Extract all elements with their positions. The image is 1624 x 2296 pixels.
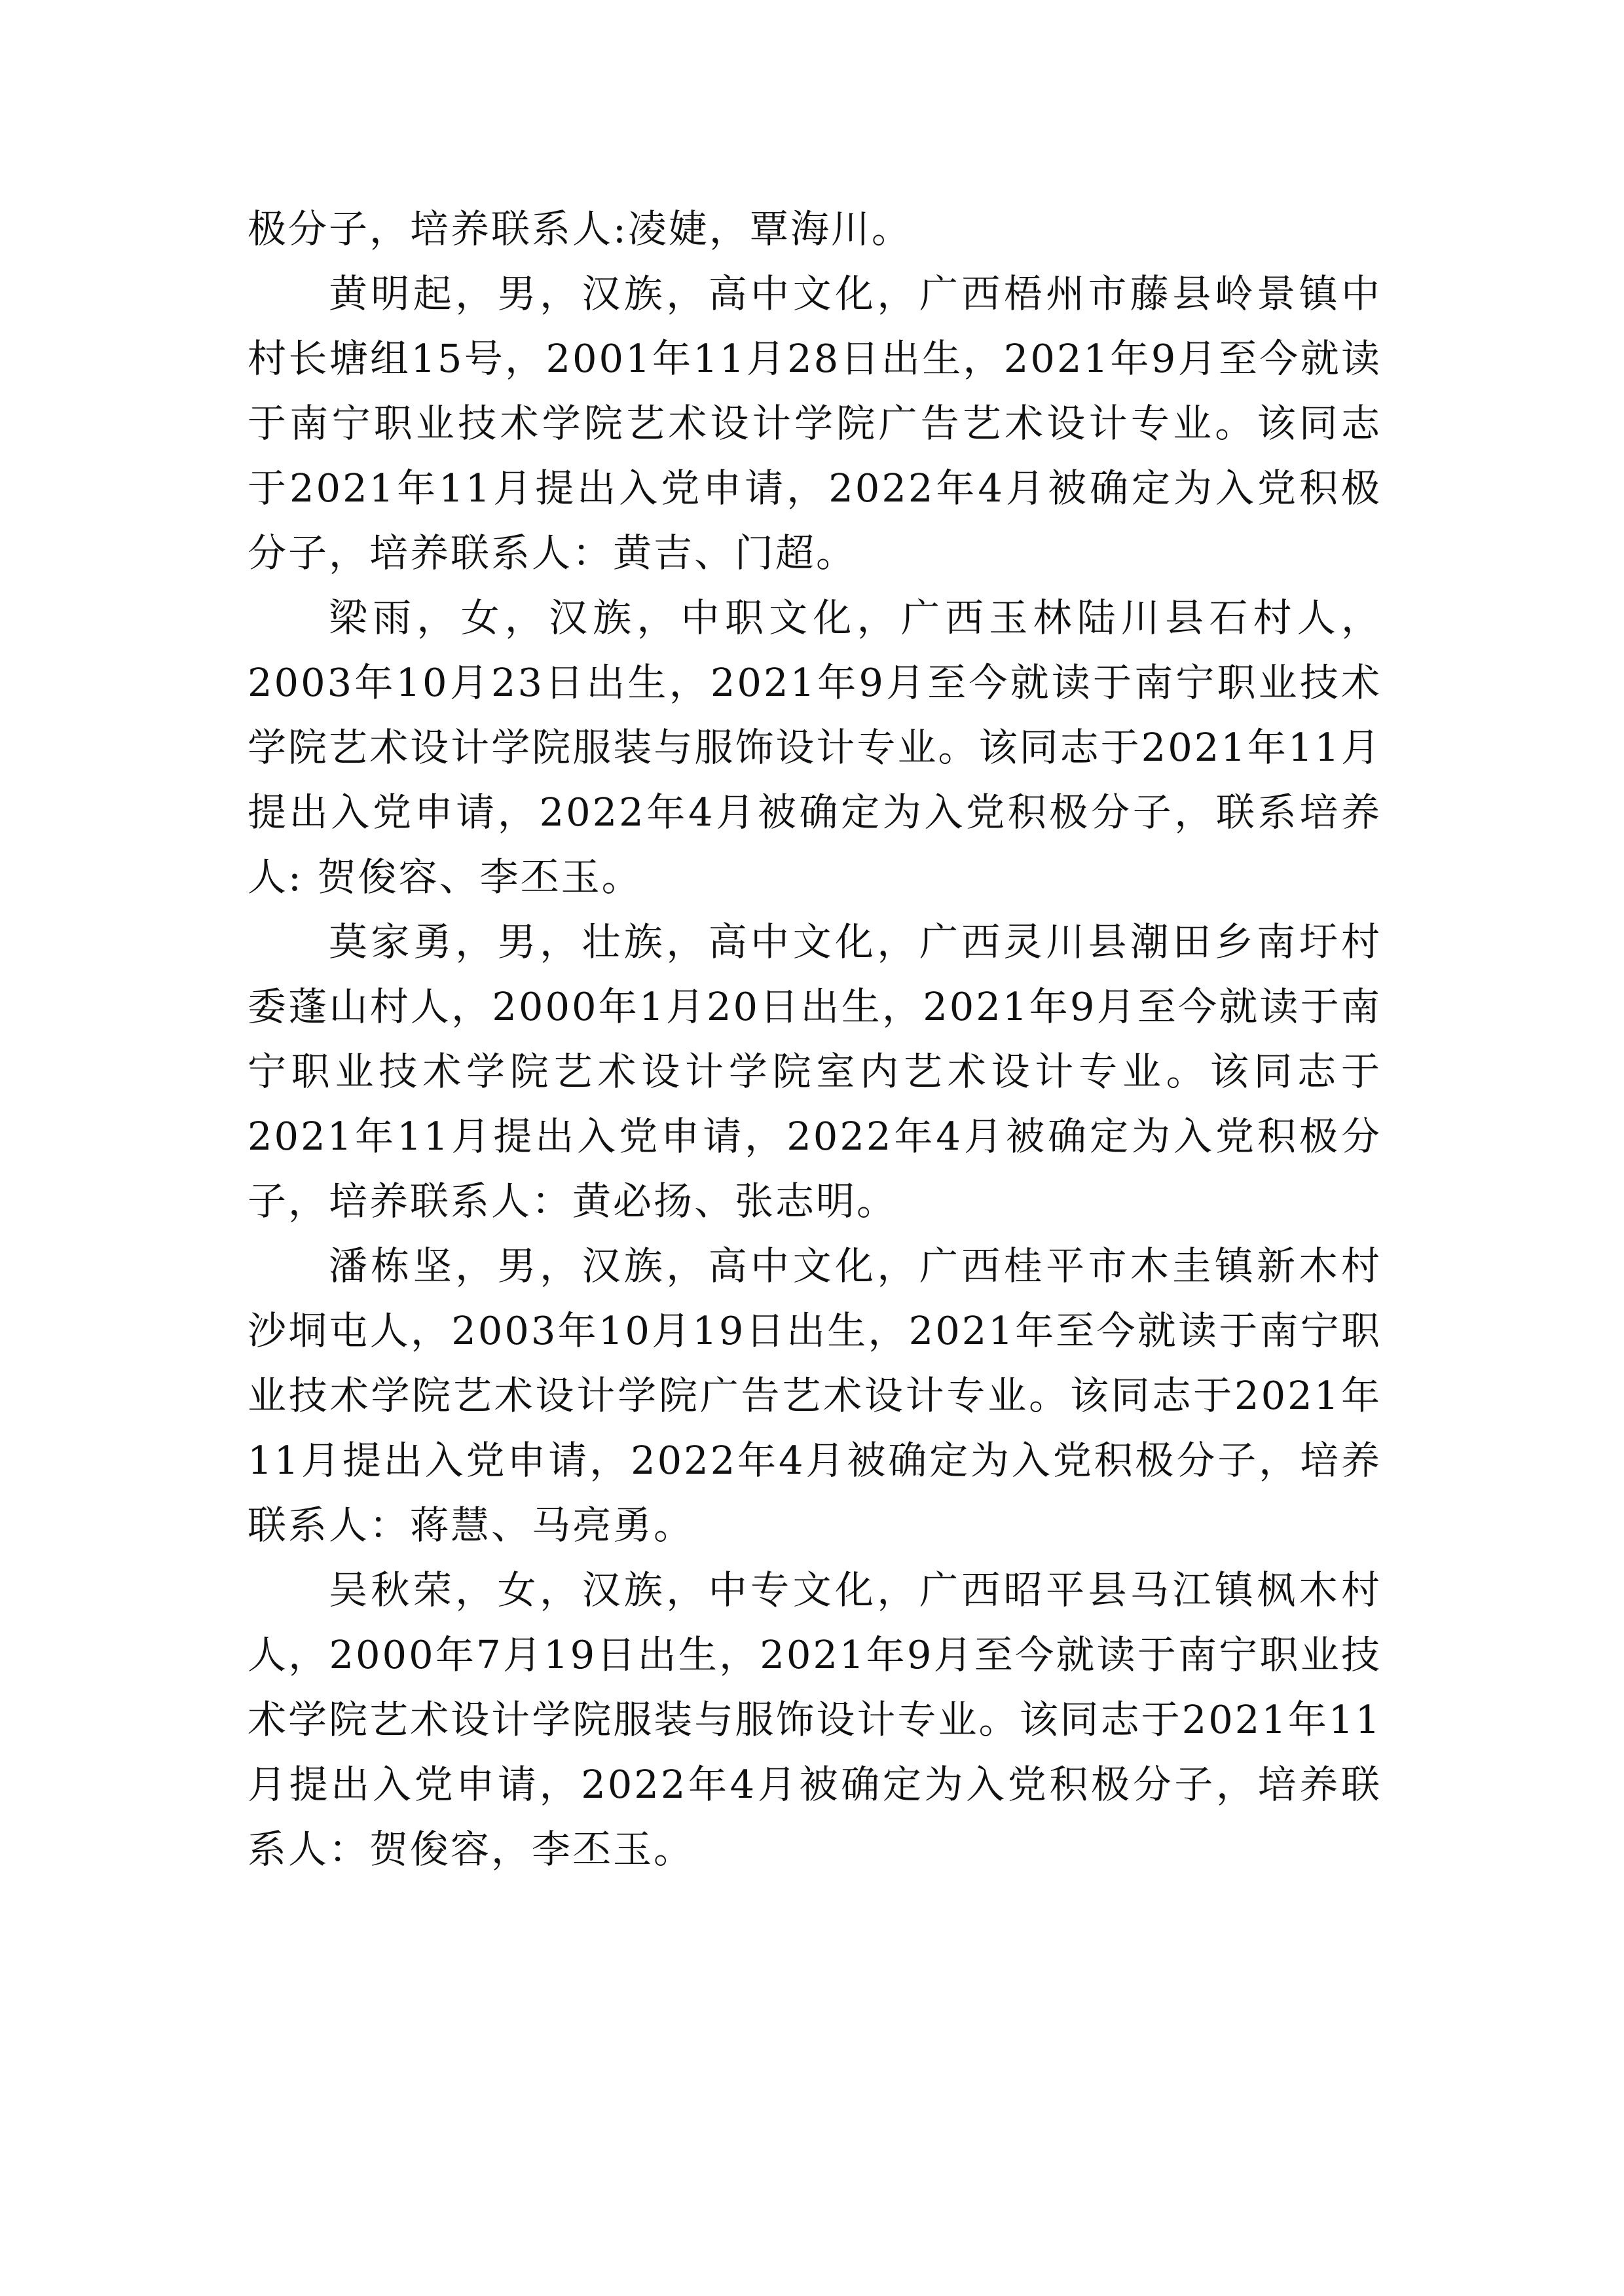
paragraph-pan-dongjian: 潘栋坚，男，汉族，高中文化，广西桂平市木圭镇新木村沙垌屯人，2003年10月19日出生，2021年至今就读于南宁职业技术学院艺术设计学院广告艺术设计专业。该同志于2021年11月提出入党申请，2022年4月被确定为入党积极分子，培养联系人：蒋慧、马亮勇。 — [248, 1243, 1382, 1548]
paragraph-wu-qiurong: 吴秋荣，女，汉族，中专文化，广西昭平县马江镇枫木村人，2000年7月19日出生，2021年9月至今就读于南宁职业技术学院艺术设计学院服装与服饰设计专业。该同志于2021年11月提出入党申请，2022年4月被确定为入党积极分子，培养联系人：贺俊容，李丕玉。 — [248, 1567, 1382, 1872]
paragraph-mo-jiayong: 莫家勇，男，壮族，高中文化，广西灵川县潮田乡南圩村委蓬山村人，2000年1月20日出生，2021年9月至今就读于南宁职业技术学院艺术设计学院室内艺术设计专业。该同志于2021年11月提出入党申请，2022年4月被确定为入党积极分子，培养联系人：黄必扬、张志明。 — [248, 919, 1382, 1224]
paragraph-continuation: 极分子，培养联系人:凌婕，覃海川。 — [248, 206, 912, 251]
paragraph-liang-yu: 梁雨，女，汉族，中职文化，广西玉林陆川县石村人，2003年10月23日出生，2021年9月至今就读于南宁职业技术学院艺术设计学院服装与服饰设计专业。该同志于2021年11月提出入党申请，2022年4月被确定为入党积极分子，联系培养人: 贺俊容、李丕玉。 — [248, 595, 1382, 900]
document-body — [248, 196, 1382, 1882]
paragraph-huang-mingqi: 黄明起，男，汉族，高中文化，广西梧州市藤县岭景镇中村长塘组15号，2001年11月28日出生，2021年9月至今就读于南宁职业技术学院艺术设计学院广告艺术设计专业。该同志于2021年11月提出入党申请，2022年4月被确定为入党积极分子，培养联系人：黄吉、门超。 — [248, 271, 1382, 575]
